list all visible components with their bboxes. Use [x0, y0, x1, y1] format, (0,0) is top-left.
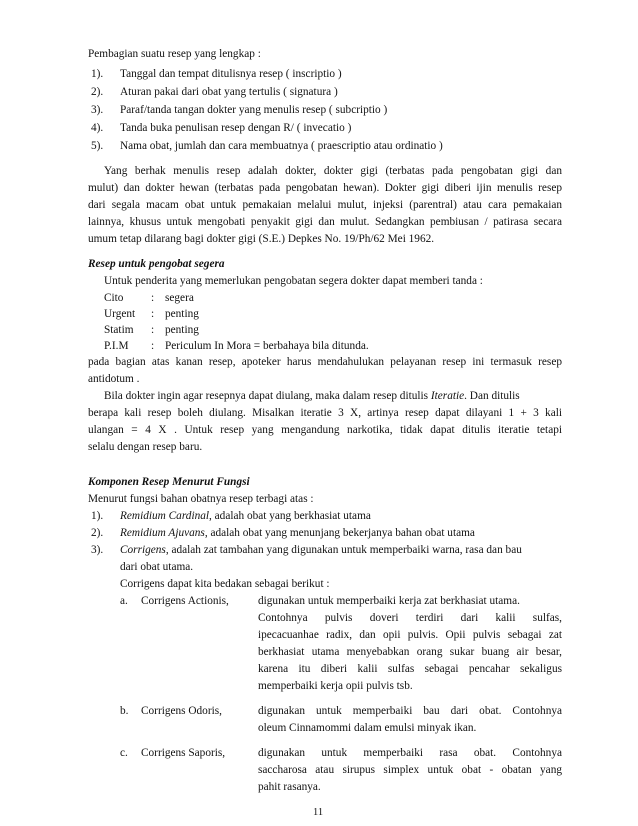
corrigens-description: ipecacuanhae radix, dan opii pulvis. Opii pulvis sebagai zat: [258, 629, 562, 641]
section-heading: Komponen Resep Menurut Fungsi: [88, 476, 250, 488]
urgency-meaning: penting: [165, 324, 199, 336]
component-term: Corrigens: [120, 544, 166, 556]
iteratie-text-start: Bila dokter ingin agar resepnya dapat diulang, maka dalam resep ditulis: [104, 390, 431, 402]
component-description: , adalah zat tambahan yang digunakan untuk memperbaiki warna, rasa dan bau: [165, 544, 522, 556]
intro-item-text: Aturan pakai dari obat yang tertulis ( signatura ): [120, 86, 338, 98]
corrigens-description: memperbaiki kerja opii pulvis tsb.: [258, 680, 413, 692]
component-continuation: dari obat utama.: [120, 561, 194, 573]
corrigens-description: pahit rasanya.: [258, 781, 321, 793]
intro-item-number: 2).: [91, 86, 104, 98]
intro-heading: Pembagian suatu resep yang lengkap :: [88, 48, 261, 60]
paragraph-line: selalu dengan resep baru.: [88, 441, 203, 453]
component-number: 1).: [91, 510, 104, 522]
intro-item-text: Tanggal dan tempat ditulisnya resep ( inscriptio ): [120, 68, 342, 80]
urgency-term: Cito: [104, 292, 124, 304]
corrigens-name: Corrigens Saporis,: [141, 747, 226, 759]
urgency-colon: :: [151, 292, 155, 304]
component-item: [120, 509, 371, 523]
intro-item-text: Tanda buka penulisan resep dengan R/ ( invecatio ): [120, 122, 352, 134]
component-number: 3).: [91, 544, 104, 556]
component-number: 2).: [91, 527, 104, 539]
component-description: , adalah obat yang menunjang bekerjanya bahan obat utama: [204, 527, 475, 539]
component-term: Remidium Cardinal: [120, 510, 210, 522]
paragraph-line: [104, 389, 562, 403]
paragraph-line: antidotum .: [88, 373, 140, 385]
corrigens-intro: Corrigens dapat kita bedakan sebagai berikut :: [120, 578, 330, 590]
intro-item-number: 5).: [91, 140, 104, 152]
urgency-meaning: penting: [165, 308, 199, 320]
corrigens-description: karena itu diberi kalii sulfas sebagai pencahar sekaligus: [258, 663, 562, 675]
urgency-term: Statim: [104, 324, 134, 336]
paragraph-line: ulangan = 4 X . Untuk resep yang mengandung narkotika, tidak dapat ditulis iteratie tetapi: [88, 424, 562, 436]
corrigens-name: Corrigens Odoris,: [141, 705, 222, 717]
corrigens-description: oleum Cinnamommi dalam emulsi minyak ikan.: [258, 722, 477, 734]
paragraph-line: pada bagian atas kanan resep, apoteker harus mendahulukan pelayanan resep ini termasuk resep: [88, 356, 562, 368]
intro-item-number: 4).: [91, 122, 104, 134]
section-intro: Menurut fungsi bahan obatnya resep terbagi atas :: [88, 493, 314, 505]
corrigens-description: saccharosa atau sirupus simplex untuk obat - obatan yang: [258, 764, 562, 776]
page-number: 11: [313, 807, 324, 818]
corrigens-description: berkhasiat utama menyebabkan orang sukar buang air besar,: [258, 646, 562, 658]
paragraph-line: lainnya, khusus untuk mengobati penyakit gigi dan mulut. Sedangkan pembiusan / patirasa secara: [88, 216, 562, 228]
urgency-term: Urgent: [104, 308, 136, 320]
corrigens-letter: c.: [120, 747, 128, 759]
paragraph-line: dari segala macam obat untuk pemakaian melalui mulut, injeksi (parentral) atau cara pemakaian: [88, 199, 562, 211]
iteratie-term: Iteratie: [430, 390, 465, 402]
intro-item-text: Nama obat, jumlah dan cara membuatnya ( praescriptio atau ordinatio ): [120, 140, 443, 152]
corrigens-description: digunakan untuk memperbaiki rasa obat. Contohnya: [258, 747, 562, 759]
urgency-colon: :: [151, 308, 155, 320]
intro-item-number: 1).: [91, 68, 104, 80]
urgency-meaning: Periculum In Mora = berbahaya bila ditunda.: [165, 340, 369, 352]
component-item: [120, 543, 522, 557]
paragraph-line: berapa kali resep boleh diulang. Misalkan iteratie 3 X, artinya resep dapat dilayani 1 + 3 kali: [88, 407, 562, 419]
paragraph-line: Yang berhak menulis resep adalah dokter, dokter gigi (terbatas pada pengobatan gigi dan: [104, 165, 562, 177]
paragraph-line: mulut) dan dokter hewan (terbatas pada pengobatan hewan). Dokter gigi diberi ijin menulis resep: [88, 182, 562, 194]
corrigens-letter: a.: [120, 595, 128, 607]
iteratie-text-end: . Dan ditulis: [464, 390, 520, 402]
component-item: [120, 526, 475, 540]
section-heading: Resep untuk pengobat segera: [88, 258, 225, 270]
intro-item-text: Paraf/tanda tangan dokter yang menulis resep ( subcriptio ): [120, 104, 388, 116]
section-intro: Untuk penderita yang memerlukan pengobatan segera dokter dapat memberi tanda :: [104, 275, 483, 287]
urgency-colon: :: [151, 324, 155, 336]
corrigens-description: digunakan untuk memperbaiki bau dari obat. Contohnya: [258, 705, 562, 717]
urgency-colon: :: [151, 340, 155, 352]
corrigens-description: Contohnya pulvis doveri terdiri dari kalii sulfas,: [258, 612, 562, 624]
urgency-meaning: segera: [165, 292, 194, 304]
corrigens-name: Corrigens Actionis,: [141, 595, 229, 607]
intro-item-number: 3).: [91, 104, 104, 116]
urgency-term: P.I.M: [104, 340, 129, 352]
component-description: , adalah obat yang berkhasiat utama: [209, 510, 371, 522]
corrigens-description: digunakan untuk memperbaiki kerja zat berkhasiat utama.: [258, 595, 520, 607]
paragraph-line: umum tetap dilarang bagi dokter gigi (S.E.) Depkes No. 19/Ph/62 Mei 1962.: [88, 233, 435, 245]
corrigens-letter: b.: [120, 705, 129, 717]
component-term: Remidium Ajuvans: [120, 527, 205, 539]
